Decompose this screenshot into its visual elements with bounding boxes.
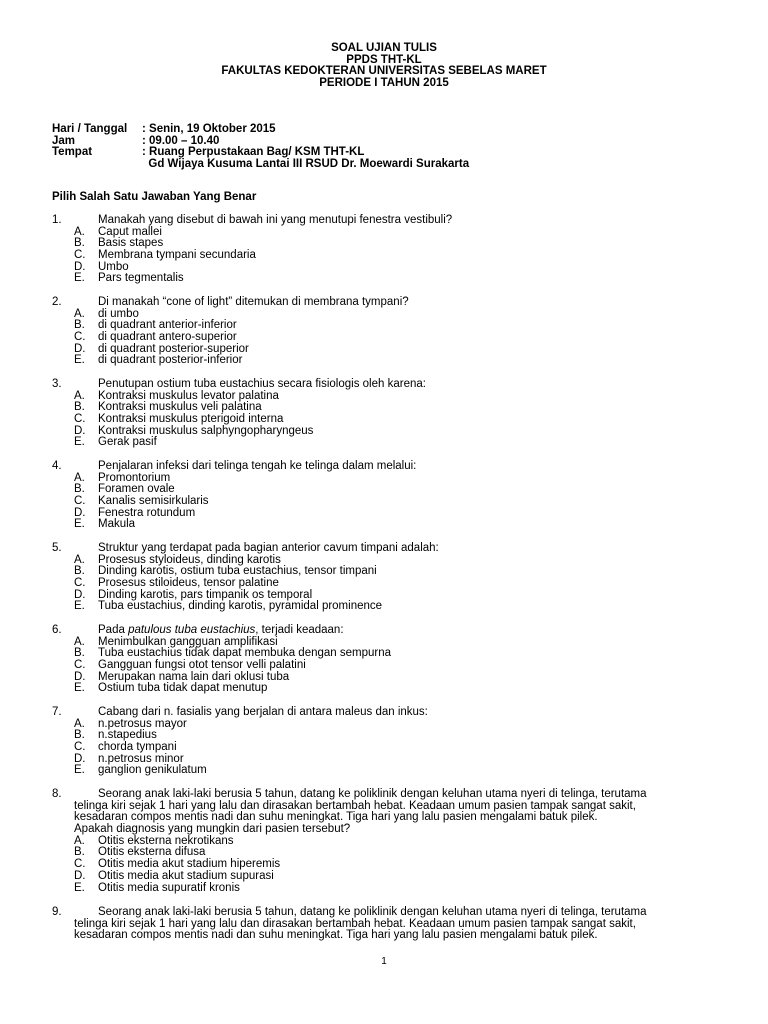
option-b: B. Kontraksi muskulus veli palatina [74,401,262,414]
option-c: C. Kontraksi muskulus pterigoid interna [74,413,284,426]
option-a: A. Otitis eksterna nekrotikans [74,834,234,847]
instruction: Pilih Salah Satu Jawaban Yang Benar [52,191,257,203]
question-number: 9. [52,906,62,918]
option-e: E. Pars tegmentalis [74,272,184,285]
option-d: D. Fenestra rotundum [74,506,196,519]
option-b: B. Dinding karotis, ostium tuba eustachius, tensor timpani [74,565,377,578]
option-c: C. Prosesus stiloideus, tensor palatine [74,577,279,590]
question-text: Cabang dari n. fasialis yang berjalan di antara maleus dan inkus: [98,706,428,718]
question-4 [52,461,732,531]
option-d: D. Otitis media akut stadium supurasi [74,869,274,882]
option-d: D. Merupakan nama lain dari oklusi tuba [74,670,290,683]
time-value: : 09.00 – 10.40 [142,134,220,147]
option-e: E. Tuba eustachius, dinding karotis, pyramidal prominence [74,600,383,613]
question-text: Penjalaran infeksi dari telinga tengah ke telinga dalam melalui: [98,460,417,472]
term-italic: patulous tuba eustachius [128,624,256,636]
option-c: C. Membrana tympani secundaria [74,249,256,262]
option-b: B. Foramen ovale [74,483,175,496]
exam-info [52,124,469,171]
option-e: E. ganglion genikulatum [74,764,207,777]
option-e: E. Gerak pasif [74,436,157,449]
option-a: A. Kontraksi muskulus levator palatina [74,389,279,402]
option-b: B. di quadrant anterior-inferior [74,319,237,332]
question-text: Struktur yang terdapat pada bagian anterior cavum timpani adalah: [98,542,439,554]
option-c: C. di quadrant antero-superior [74,331,237,344]
option-c: C. Otitis media akut stadium hiperemis [74,858,281,871]
question-3 [52,379,732,449]
question-number: 8. [52,788,62,800]
question-text-line-2: telinga kiri sejak 1 hari yang lalu dan dirasakan bertambah hebat. Keadaan umum pasien tampak sangat sakit, [74,799,636,812]
option-b: B. Basis stapes [74,237,164,250]
question-number: 1. [52,214,62,226]
option-d: D. Kontraksi muskulus salphyngopharyngeus [74,424,314,437]
question-text: Pada patulous tuba eustachius, terjadi keadaan: [98,624,344,636]
option-c: C. Gangguan fungsi otot tensor velli palatini [74,659,306,672]
option-c: C. chorda tympani [74,741,177,754]
time-label: Jam [52,134,76,147]
option-e: E. Ostium tuba tidak dapat menutup [74,682,268,695]
question-text-line-2: telinga kiri sejak 1 hari yang lalu dan dirasakan bertambah hebat. Keadaan umum pasien tampak sangat sakit, [74,917,636,930]
question-text-line-3: kesadaran compos mentis nadi dan suhu meningkat. Tiga hari yang lalu pasien mengalami batuk pilek. [74,811,598,824]
question-number: 4. [52,460,62,472]
option-d: D. Umbo [74,260,129,273]
question-1 [52,215,732,285]
question-text: Manakah yang disebut di bawah ini yang menutupi fenestra vestibuli? [98,214,453,226]
question-text-line-3: kesadaran compos mentis nadi dan suhu meningkat. Tiga hari yang lalu pasien mengalami batuk pilek. [74,929,598,942]
question-text-line-1: Seorang anak laki-laki berusia 5 tahun, datang ke poliklinik dengan keluhan utama nyeri di telinga, terutama [98,906,647,918]
question-text-line-1: Seorang anak laki-laki berusia 5 tahun, datang ke poliklinik dengan keluhan utama nyeri di telinga, terutama [98,788,647,800]
question-text: Penutupan ostium tuba eustachius secara fisiologis oleh karena: [98,378,426,390]
option-e: E. Makula [74,518,136,531]
question-8 [52,789,732,894]
place-label: Tempat [52,146,93,159]
question-7 [52,707,732,777]
place-value-2: Gd Wijaya Kusuma Lantai III RSUD Dr. Moewardi Surakarta [142,158,470,171]
question-text-line-4: Apakah diagnosis yang mungkin dari pasien tersebut? [74,823,351,836]
question-number: 7. [52,706,62,718]
place-value: : Ruang Perpustakaan Bag/ KSM THT-KL [142,146,365,159]
question-2 [52,297,732,367]
option-d: D. di quadrant posterior-superior [74,342,249,355]
option-d: D. n.petrosus minor [74,752,184,765]
header-faculty: FAKULTAS KEDOKTERAN UNIVERSITAS SEBELAS MARET [221,65,547,78]
option-a: A. di umbo [74,307,139,320]
option-a: A. Caput mallei [74,225,162,238]
option-b: B. n.stapedius [74,729,157,742]
question-9 [52,907,732,942]
option-d: D. Dinding karotis, pars timpanik os temporal [74,588,313,601]
question-6 [52,625,732,695]
option-a: A. Menimbulkan gangguan amplifikasi [74,635,278,648]
exam-header [0,43,768,90]
question-number: 3. [52,378,62,390]
date-label: Hari / Tanggal [52,123,128,135]
option-b: B. Tuba eustachius tidak dapat membuka dengan sempurna [74,647,392,660]
option-c: C. Kanalis semisirkularis [74,495,209,508]
option-a: A. Promontorium [74,471,171,484]
option-e: E. Otitis media supuratif kronis [74,881,240,894]
question-number: 2. [52,296,62,308]
question-number: 5. [52,542,62,554]
question-text: Di manakah “cone of light” ditemukan di membrana tympani? [98,296,409,308]
header-period: PERIODE I TAHUN 2015 [319,77,449,90]
header-title: SOAL UJIAN TULIS [331,42,437,54]
option-a: A. Prosesus styloideus, dinding karotis [74,553,281,566]
header-program: PPDS THT-KL [346,53,422,66]
option-e: E. di quadrant posterior-inferior [74,354,243,367]
question-number: 6. [52,624,62,636]
date-value: : Senin, 19 Oktober 2015 [142,123,276,135]
question-5 [52,543,732,613]
option-a: A. n.petrosus mayor [74,717,187,730]
page-number: 1 [381,956,387,967]
option-b: B. Otitis eksterna difusa [74,846,206,859]
